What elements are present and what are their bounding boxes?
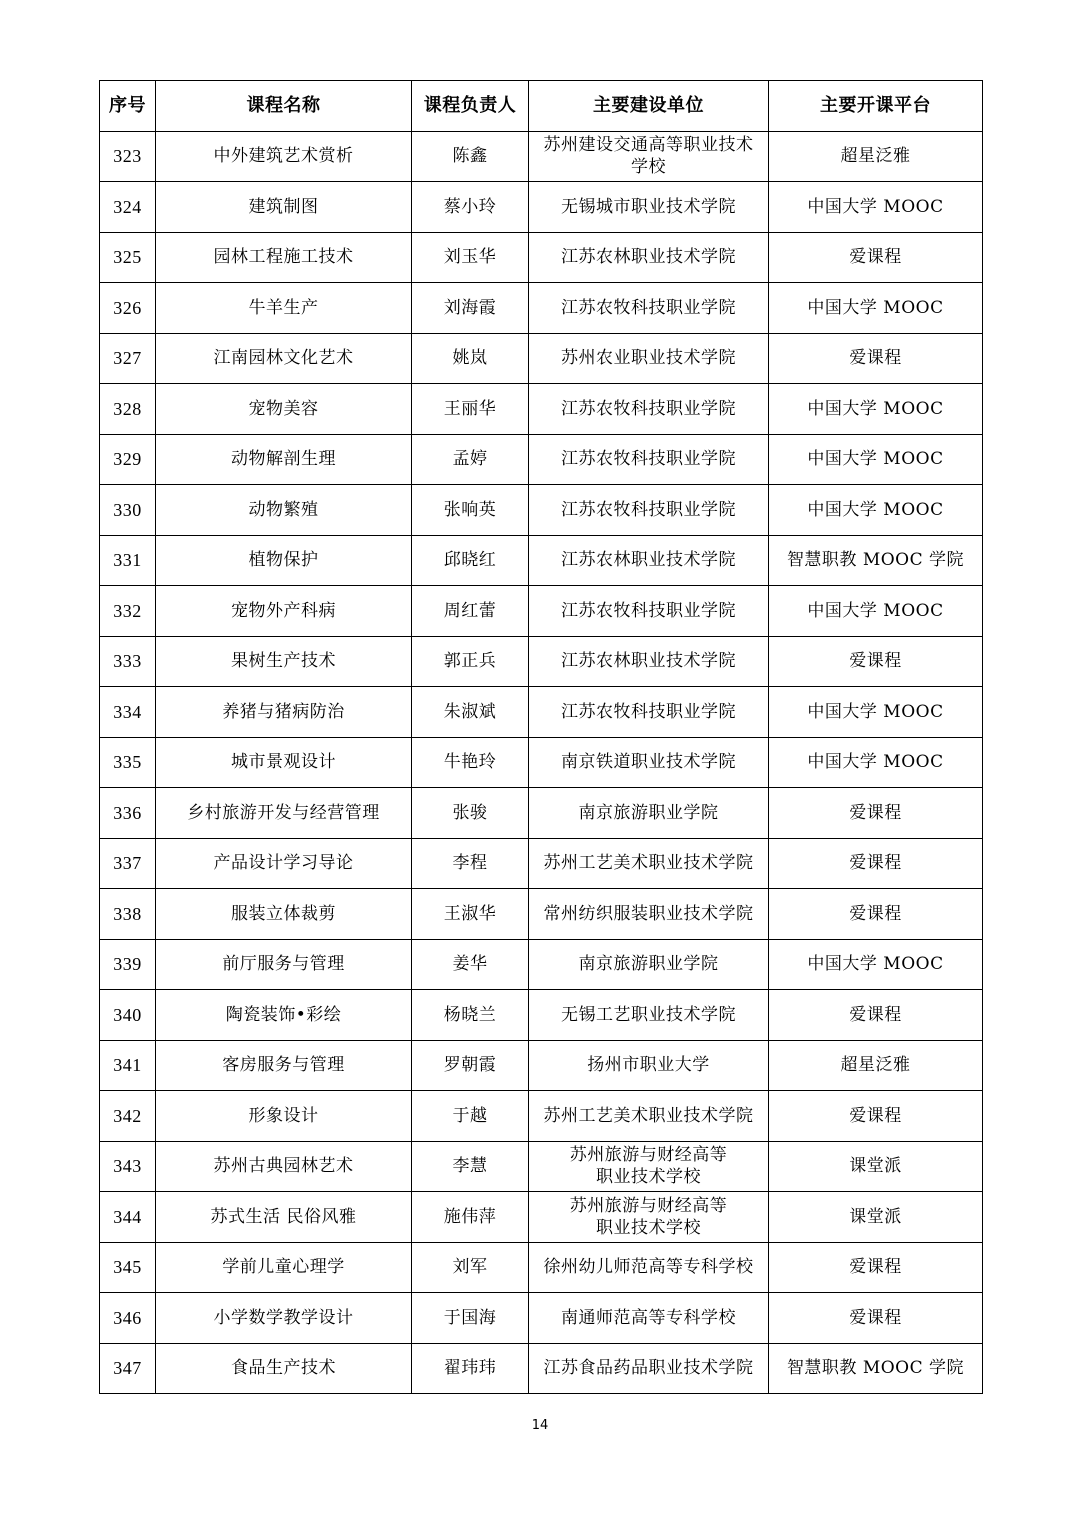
cell-course-lead-text: 李慧 [452, 1156, 488, 1177]
cell-platform-text: 中国大学 MOOC [807, 398, 944, 419]
cell-institution [529, 737, 769, 788]
cell-platform-text: 中国大学 MOOC [807, 701, 944, 722]
cell-course-name-text: 陶瓷装饰•彩绘 [225, 1004, 342, 1025]
cell-index [100, 434, 156, 485]
cell-platform [769, 1343, 983, 1394]
cell-course-lead-text: 王淑华 [443, 903, 497, 924]
page-number: 14 [531, 1418, 549, 1433]
cell-course-lead [412, 1040, 529, 1091]
cell-institution [529, 586, 769, 637]
cell-course-lead-text: 姚岚 [452, 348, 488, 369]
cell-course-name [156, 182, 412, 233]
cell-platform-text: 智慧职教 MOOC 学院 [786, 550, 965, 571]
cell-platform [769, 939, 983, 990]
cell-course-lead [412, 434, 529, 485]
cell-platform [769, 333, 983, 384]
table-row [100, 687, 983, 738]
table-row [100, 131, 983, 182]
cell-course-name-text: 服装立体裁剪 [231, 903, 336, 924]
cell-index [100, 384, 156, 435]
cell-platform [769, 889, 983, 940]
cell-course-name-text: 果树生产技术 [231, 651, 336, 672]
cell-platform [769, 737, 983, 788]
cell-course-name [156, 1040, 412, 1091]
cell-institution-text: 江苏农牧科技职业学院 [561, 701, 736, 722]
cell-course-name-text: 牛羊生产 [248, 297, 319, 318]
cell-index-text: 338 [113, 903, 142, 924]
cell-course-name [156, 535, 412, 586]
cell-index-text: 337 [113, 853, 142, 874]
cell-course-name-text: 乡村旅游开发与经营管理 [187, 802, 380, 823]
cell-course-name [156, 1091, 412, 1142]
table-row [100, 1343, 983, 1394]
cell-platform-text: 爱课程 [849, 247, 902, 268]
cell-institution [529, 434, 769, 485]
cell-course-name [156, 990, 412, 1041]
cell-institution-text: 徐州幼儿师范高等专科学校 [543, 1257, 754, 1278]
cell-course-lead-text: 姜华 [452, 954, 488, 975]
cell-index-text: 345 [113, 1257, 142, 1278]
cell-course-lead [412, 1343, 529, 1394]
cell-institution [529, 232, 769, 283]
table-row [100, 1242, 983, 1293]
cell-course-name [156, 636, 412, 687]
cell-index [100, 687, 156, 738]
cell-course-name-text: 小学数学教学设计 [213, 1307, 354, 1328]
cell-index-text: 334 [113, 701, 142, 722]
cell-institution [529, 283, 769, 334]
header-institution: 主要建设单位 [529, 81, 769, 132]
cell-course-lead-text: 刘玉华 [443, 247, 497, 268]
cell-institution [529, 182, 769, 233]
cell-course-name-text: 宠物外产科病 [231, 600, 336, 621]
cell-platform-text: 中国大学 MOOC [807, 499, 944, 520]
cell-index-text: 326 [113, 297, 142, 318]
cell-course-lead [412, 131, 529, 182]
table-header-row [100, 81, 983, 132]
cell-course-lead [412, 1091, 529, 1142]
cell-course-name-text: 产品设计学习导论 [213, 853, 354, 874]
cell-institution [529, 1091, 769, 1142]
cell-index [100, 1091, 156, 1142]
cell-course-lead [412, 737, 529, 788]
cell-course-lead-text: 施伟萍 [443, 1206, 497, 1227]
cell-course-lead-text: 刘海霞 [443, 297, 497, 318]
cell-course-name [156, 586, 412, 637]
cell-institution-text: 江苏农牧科技职业学院 [561, 499, 736, 520]
cell-course-lead-text: 朱淑斌 [443, 701, 497, 722]
cell-course-lead [412, 232, 529, 283]
cell-index-text: 333 [113, 651, 142, 672]
cell-course-lead-text: 邱晓红 [443, 550, 497, 571]
cell-course-name-text: 宠物美容 [248, 398, 319, 419]
cell-course-lead-text: 蔡小玲 [443, 196, 497, 217]
cell-index-text: 344 [113, 1206, 142, 1227]
cell-platform-text: 爱课程 [849, 651, 902, 672]
cell-course-name [156, 1242, 412, 1293]
cell-platform-text: 中国大学 MOOC [807, 954, 944, 975]
cell-course-lead [412, 333, 529, 384]
cell-course-lead [412, 838, 529, 889]
cell-course-lead-text: 张骏 [452, 802, 488, 823]
cell-course-lead-text: 郭正兵 [443, 651, 497, 672]
cell-index [100, 1192, 156, 1243]
cell-index-text: 346 [113, 1307, 142, 1328]
cell-institution [529, 1040, 769, 1091]
cell-course-name-text: 中外建筑艺术赏析 [213, 146, 354, 167]
cell-platform-text: 爱课程 [849, 1257, 902, 1278]
cell-platform-text: 智慧职教 MOOC 学院 [786, 1358, 965, 1379]
cell-course-lead-text: 孟婷 [452, 449, 488, 470]
cell-index [100, 838, 156, 889]
cell-course-name [156, 1141, 412, 1192]
cell-platform [769, 485, 983, 536]
cell-course-name [156, 889, 412, 940]
cell-index-text: 325 [113, 247, 142, 268]
cell-institution-text: 常州纺织服装职业技术学院 [543, 903, 754, 924]
cell-platform-text: 中国大学 MOOC [807, 449, 944, 470]
table-row [100, 737, 983, 788]
cell-course-lead [412, 636, 529, 687]
table-row [100, 788, 983, 839]
cell-index-text: 331 [113, 550, 142, 571]
cell-institution [529, 636, 769, 687]
cell-course-lead [412, 990, 529, 1041]
cell-index [100, 333, 156, 384]
cell-course-lead-text: 周红蕾 [443, 600, 497, 621]
cell-index-text: 328 [113, 398, 142, 419]
cell-course-name [156, 1192, 412, 1243]
cell-course-name [156, 687, 412, 738]
cell-institution-text: 江苏农林职业技术学院 [561, 651, 736, 672]
cell-platform [769, 636, 983, 687]
cell-institution [529, 1242, 769, 1293]
cell-index-text: 332 [113, 600, 142, 621]
cell-course-name-text: 食品生产技术 [231, 1358, 336, 1379]
cell-course-lead [412, 182, 529, 233]
cell-index [100, 990, 156, 1041]
cell-platform-text: 中国大学 MOOC [807, 752, 944, 773]
cell-course-lead-text: 王丽华 [443, 398, 497, 419]
cell-institution [529, 838, 769, 889]
cell-course-name [156, 737, 412, 788]
table-row [100, 838, 983, 889]
cell-index-text: 343 [113, 1156, 142, 1177]
table-row [100, 1091, 983, 1142]
cell-institution [529, 990, 769, 1041]
cell-platform [769, 1040, 983, 1091]
cell-index [100, 636, 156, 687]
cell-course-lead [412, 283, 529, 334]
cell-course-lead-text: 牛艳玲 [443, 752, 497, 773]
cell-platform [769, 1192, 983, 1243]
cell-platform-text: 爱课程 [849, 1004, 902, 1025]
cell-course-name [156, 1293, 412, 1344]
cell-course-name-text: 江南园林文化艺术 [213, 348, 354, 369]
cell-course-name [156, 434, 412, 485]
table-row [100, 485, 983, 536]
cell-index [100, 232, 156, 283]
cell-index-text: 339 [113, 954, 142, 975]
table-row [100, 990, 983, 1041]
cell-index-text: 329 [113, 449, 142, 470]
cell-index-text: 327 [113, 348, 142, 369]
cell-course-lead [412, 788, 529, 839]
cell-institution [529, 485, 769, 536]
cell-course-lead-text: 李程 [452, 853, 488, 874]
table-row [100, 586, 983, 637]
cell-course-lead [412, 485, 529, 536]
cell-platform-text: 中国大学 MOOC [807, 297, 944, 318]
cell-course-name-text: 植物保护 [248, 550, 319, 571]
cell-platform-text: 中国大学 MOOC [807, 196, 944, 217]
cell-institution-text: 苏州建设交通高等职业技术 学校 [543, 135, 754, 178]
cell-course-lead-text: 张响英 [443, 499, 497, 520]
cell-index [100, 889, 156, 940]
cell-index [100, 535, 156, 586]
cell-platform [769, 1293, 983, 1344]
cell-index [100, 586, 156, 637]
cell-index-text: 335 [113, 752, 142, 773]
header-index: 序号 [100, 81, 156, 132]
cell-course-name [156, 838, 412, 889]
cell-index [100, 1242, 156, 1293]
cell-platform-text: 课堂派 [849, 1156, 902, 1177]
cell-platform [769, 232, 983, 283]
course-table [99, 80, 983, 1394]
cell-course-lead [412, 384, 529, 435]
cell-course-name-text: 建筑制图 [248, 196, 319, 217]
cell-institution [529, 384, 769, 435]
cell-institution-text: 南通师范高等专科学校 [561, 1307, 736, 1328]
cell-platform [769, 283, 983, 334]
cell-institution [529, 535, 769, 586]
cell-institution-text: 江苏农牧科技职业学院 [561, 600, 736, 621]
cell-institution [529, 687, 769, 738]
cell-institution [529, 1141, 769, 1192]
cell-platform-text: 爱课程 [849, 1105, 902, 1126]
cell-institution [529, 333, 769, 384]
cell-institution-text: 南京铁道职业技术学院 [561, 752, 736, 773]
cell-index-text: 324 [113, 196, 142, 217]
cell-index [100, 1141, 156, 1192]
table-row [100, 384, 983, 435]
table-row [100, 232, 983, 283]
cell-course-lead [412, 535, 529, 586]
cell-index [100, 283, 156, 334]
cell-platform-text: 爱课程 [849, 903, 902, 924]
cell-institution-text: 无锡工艺职业技术学院 [561, 1004, 736, 1025]
cell-platform [769, 384, 983, 435]
cell-course-name [156, 485, 412, 536]
cell-institution [529, 788, 769, 839]
cell-index [100, 1040, 156, 1091]
cell-course-lead [412, 1192, 529, 1243]
table-row [100, 535, 983, 586]
cell-course-name-text: 学前儿童心理学 [222, 1257, 345, 1278]
cell-course-lead-text: 刘军 [452, 1257, 488, 1278]
cell-course-name-text: 动物繁殖 [248, 499, 319, 520]
table-row [100, 636, 983, 687]
header-course-name: 课程名称 [156, 81, 412, 132]
cell-platform-text: 爱课程 [849, 1307, 902, 1328]
cell-index [100, 939, 156, 990]
cell-platform [769, 1242, 983, 1293]
table-row [100, 182, 983, 233]
cell-platform-text: 超星泛雅 [840, 1055, 911, 1076]
cell-index-text: 341 [113, 1055, 142, 1076]
cell-course-name [156, 1343, 412, 1394]
cell-platform-text: 课堂派 [849, 1206, 902, 1227]
cell-platform-text: 超星泛雅 [840, 146, 911, 167]
cell-institution-text: 苏州旅游与财经高等 职业技术学校 [569, 1145, 728, 1188]
table-row [100, 889, 983, 940]
cell-course-lead [412, 1141, 529, 1192]
cell-institution-text: 扬州市职业大学 [587, 1055, 710, 1076]
cell-index [100, 737, 156, 788]
cell-platform-text: 爱课程 [849, 853, 902, 874]
cell-institution-text: 江苏农牧科技职业学院 [561, 297, 736, 318]
cell-course-lead-text: 罗朝霞 [443, 1055, 497, 1076]
cell-platform [769, 434, 983, 485]
cell-course-name-text: 苏州古典园林艺术 [213, 1156, 354, 1177]
cell-course-name [156, 131, 412, 182]
cell-institution-text: 南京旅游职业学院 [578, 802, 719, 823]
cell-platform [769, 990, 983, 1041]
cell-course-lead [412, 939, 529, 990]
header-platform: 主要开课平台 [769, 81, 983, 132]
cell-course-lead-text: 翟玮玮 [443, 1358, 497, 1379]
cell-institution [529, 939, 769, 990]
cell-platform [769, 535, 983, 586]
cell-index-text: 340 [113, 1004, 142, 1025]
cell-index-text: 330 [113, 499, 142, 520]
cell-platform [769, 182, 983, 233]
cell-course-name [156, 788, 412, 839]
table-row [100, 283, 983, 334]
cell-institution-text: 江苏农牧科技职业学院 [561, 398, 736, 419]
cell-institution-text: 无锡城市职业技术学院 [561, 196, 736, 217]
cell-platform-text: 中国大学 MOOC [807, 600, 944, 621]
header-course-lead: 课程负责人 [412, 81, 529, 132]
cell-institution-text: 苏州工艺美术职业技术学院 [543, 1105, 754, 1126]
cell-institution-text: 江苏农林职业技术学院 [561, 247, 736, 268]
cell-institution [529, 1293, 769, 1344]
cell-index-text: 342 [113, 1105, 142, 1126]
cell-institution-text: 江苏食品药品职业技术学院 [543, 1358, 754, 1379]
cell-course-name [156, 232, 412, 283]
cell-institution [529, 889, 769, 940]
cell-institution [529, 1192, 769, 1243]
cell-institution-text: 南京旅游职业学院 [578, 954, 719, 975]
cell-course-lead [412, 1293, 529, 1344]
cell-institution [529, 131, 769, 182]
cell-institution [529, 1343, 769, 1394]
cell-index [100, 131, 156, 182]
cell-course-lead-text: 陈鑫 [452, 146, 488, 167]
cell-platform [769, 586, 983, 637]
cell-course-name-text: 形象设计 [248, 1105, 319, 1126]
cell-course-name-text: 城市景观设计 [231, 752, 336, 773]
cell-course-lead-text: 杨晓兰 [443, 1004, 497, 1025]
cell-index-text: 347 [113, 1358, 142, 1379]
cell-course-name [156, 384, 412, 435]
cell-institution-text: 江苏农牧科技职业学院 [561, 449, 736, 470]
table-row [100, 434, 983, 485]
cell-course-lead [412, 889, 529, 940]
cell-institution-text: 江苏农林职业技术学院 [561, 550, 736, 571]
cell-platform-text: 爱课程 [849, 348, 902, 369]
cell-index [100, 1343, 156, 1394]
cell-platform [769, 687, 983, 738]
cell-course-name-text: 前厅服务与管理 [222, 954, 345, 975]
cell-platform-text: 爱课程 [849, 802, 902, 823]
table-row [100, 1141, 983, 1192]
table-row [100, 1192, 983, 1243]
cell-index-text: 336 [113, 802, 142, 823]
cell-course-lead [412, 586, 529, 637]
table-row [100, 939, 983, 990]
cell-index [100, 1293, 156, 1344]
table-body [100, 131, 983, 1394]
cell-institution-text: 苏州旅游与财经高等 职业技术学校 [569, 1195, 728, 1238]
cell-course-name-text: 园林工程施工技术 [213, 247, 354, 268]
cell-course-lead [412, 1242, 529, 1293]
cell-course-name [156, 333, 412, 384]
cell-course-name-text: 客房服务与管理 [222, 1055, 345, 1076]
cell-course-name [156, 939, 412, 990]
cell-course-lead [412, 687, 529, 738]
cell-course-name-text: 养猪与猪病防治 [222, 701, 345, 722]
cell-course-name-text: 苏式生活 民俗风雅 [210, 1206, 357, 1227]
cell-institution-text: 苏州农业职业技术学院 [561, 348, 736, 369]
cell-index [100, 485, 156, 536]
cell-index [100, 788, 156, 839]
cell-platform [769, 838, 983, 889]
cell-platform [769, 1091, 983, 1142]
cell-course-lead-text: 于越 [452, 1105, 488, 1126]
cell-platform [769, 788, 983, 839]
cell-platform [769, 131, 983, 182]
cell-course-lead-text: 于国海 [443, 1307, 497, 1328]
cell-course-name [156, 283, 412, 334]
table-row [100, 1293, 983, 1344]
cell-institution-text: 苏州工艺美术职业技术学院 [543, 853, 754, 874]
cell-course-name-text: 动物解剖生理 [231, 449, 336, 470]
table-row [100, 333, 983, 384]
cell-index [100, 182, 156, 233]
table-row [100, 1040, 983, 1091]
cell-platform [769, 1141, 983, 1192]
cell-index-text: 323 [113, 146, 142, 167]
